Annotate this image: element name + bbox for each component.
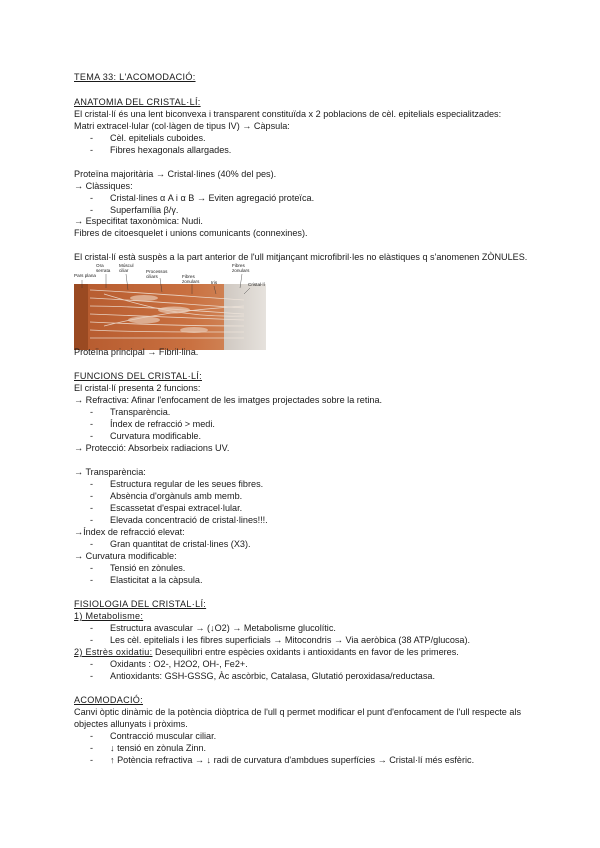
list-item: - Oxidants : O2-, H2O2, OH-, Fe2+.	[90, 659, 248, 669]
accommodation-heading: ACOMODACIÓ:	[74, 695, 143, 705]
figure-label-ora-serrata: Ora serrata	[96, 263, 111, 273]
anatomy-heading: ANATOMIA DEL CRISTAL·LÍ:	[74, 97, 201, 107]
fibers-line: Fibres de citoesquelet i unions comunicants (connexines).	[74, 228, 308, 238]
page-title: TEMA 33: L'ACOMODACIÓ:	[74, 72, 196, 82]
index-line: →Índex de refracció elevat:	[74, 527, 185, 537]
list-item: - ↓ tensió en zònula Zinn.	[90, 743, 207, 753]
specific-line: → Especifitat taxonòmica: Nudi.	[74, 216, 203, 226]
figure-label-iris: Iris	[211, 280, 218, 285]
list-item: - Les cèl. epitelials i les fibres superficials → Mitocondris → Via aeròbica (38 ATP/glucosa).	[90, 635, 471, 645]
list-item: - Escassetat d'espai extracel·lular.	[90, 503, 243, 513]
suspension-line: El cristal·lí està suspès a la part anterior de l'ull mitjançant microfibril·les no elàstiques q s'anomenen ZÒNULES.	[74, 252, 528, 262]
zonule-figure	[74, 263, 266, 350]
stress-label: 2) Estrès oxidatiu:	[74, 647, 153, 657]
stress-text: Desequilibri entre espècies oxidants i antioxidants en favor de les primeres.	[152, 647, 459, 657]
pars-plana-shape	[74, 284, 88, 350]
accommodation-line-1: Canvi òptic dinàmic de la potència diòptrica de l'ull q permet modificar el punt d'enfocament de l'ull respecte als	[74, 707, 522, 717]
figure-label-pars-plana: Pars plana	[74, 273, 96, 278]
list-item: - Contracció muscular ciliar.	[90, 731, 217, 741]
lens-shape	[224, 284, 266, 350]
functions-intro: El cristal·lí presenta 2 funcions:	[74, 383, 201, 393]
transparency-line: → Transparència:	[74, 467, 146, 477]
list-item: - Cristal·lines α A i α B → Eviten agregació proteïca.	[90, 193, 315, 203]
list-item: - Superfamília β/γ.	[90, 205, 179, 215]
main-protein-line: Proteïna principal → Fibril·lina.	[74, 347, 199, 357]
list-item: - Estructura avascular → (↓O2) → Metabolisme glucolític.	[90, 623, 336, 633]
protein-line: Proteïna majoritària → Cristal·lines (40% del pes).	[74, 169, 277, 179]
list-item: - ↑ Potència refractiva → ↓ radi de curvatura d'ambdues superfícies → Cristal·lí més esfèric.	[90, 755, 475, 765]
protection-line: → Protecció: Absorbeix radiacions UV.	[74, 443, 230, 453]
list-item: - Curvatura modificable.	[90, 431, 201, 441]
list-item: - Absència d'orgànuls amb memb.	[90, 491, 243, 501]
list-item: - Cèl. epitelials cuboides.	[90, 133, 206, 143]
figure-label-zonular-fibers: Fibres zonulars	[182, 274, 200, 284]
refractive-line: → Refractiva: Afinar l'enfocament de les imatges projectades sobre la retina.	[74, 395, 383, 405]
stress-line	[74, 647, 459, 658]
list-item: - Gran quantitat de cristal·lines (X3).	[90, 539, 251, 549]
classic-line: → Clàssiques:	[74, 181, 133, 191]
metabolism-label: 1) Metabolisme:	[74, 611, 144, 621]
anatomy-line-2: Matri extracel·lular (col·làgen de tipus IV) → Càpsula:	[74, 121, 290, 131]
figure-label-zonular-fibers-2: Fibres zonulars	[232, 263, 250, 273]
list-item: - Estructura regular de les seues fibres.	[90, 479, 264, 489]
anatomy-line-1: El cristal·lí és una lent biconvexa i transparent constituïda x 2 poblacions de cèl. epitelials especialitzades:	[74, 109, 502, 119]
list-item: - Tensió en zònules.	[90, 563, 186, 573]
list-item: - Transparència.	[90, 407, 171, 417]
functions-heading: FUNCIONS DEL CRISTAL·LÍ:	[74, 371, 202, 381]
accommodation-line-2: objectes allunyats i pròxims.	[74, 719, 188, 729]
figure-label-ciliary-muscle: Múscul ciliar	[119, 263, 134, 273]
figure-label-ciliary-processes: Processos ciliars	[146, 269, 168, 279]
list-item: - Elasticitat a la càpsula.	[90, 575, 203, 585]
curvature-line: → Curvatura modificable:	[74, 551, 177, 561]
list-item: - Índex de refracció > medi.	[90, 419, 215, 429]
list-item: - Fibres hexagonals allargades.	[90, 145, 232, 155]
list-item: - Elevada concentració de cristal·lines!!!.	[90, 515, 268, 525]
list-item: - Antioxidants: GSH-GSSG, Àc ascòrbic, Catalasa, Glutatió peroxidasa/reductasa.	[90, 671, 435, 681]
figure-label-lens: Cristal·lí	[248, 282, 265, 287]
physiology-heading: FISIOLOGIA DEL CRISTAL·LÍ:	[74, 599, 207, 609]
